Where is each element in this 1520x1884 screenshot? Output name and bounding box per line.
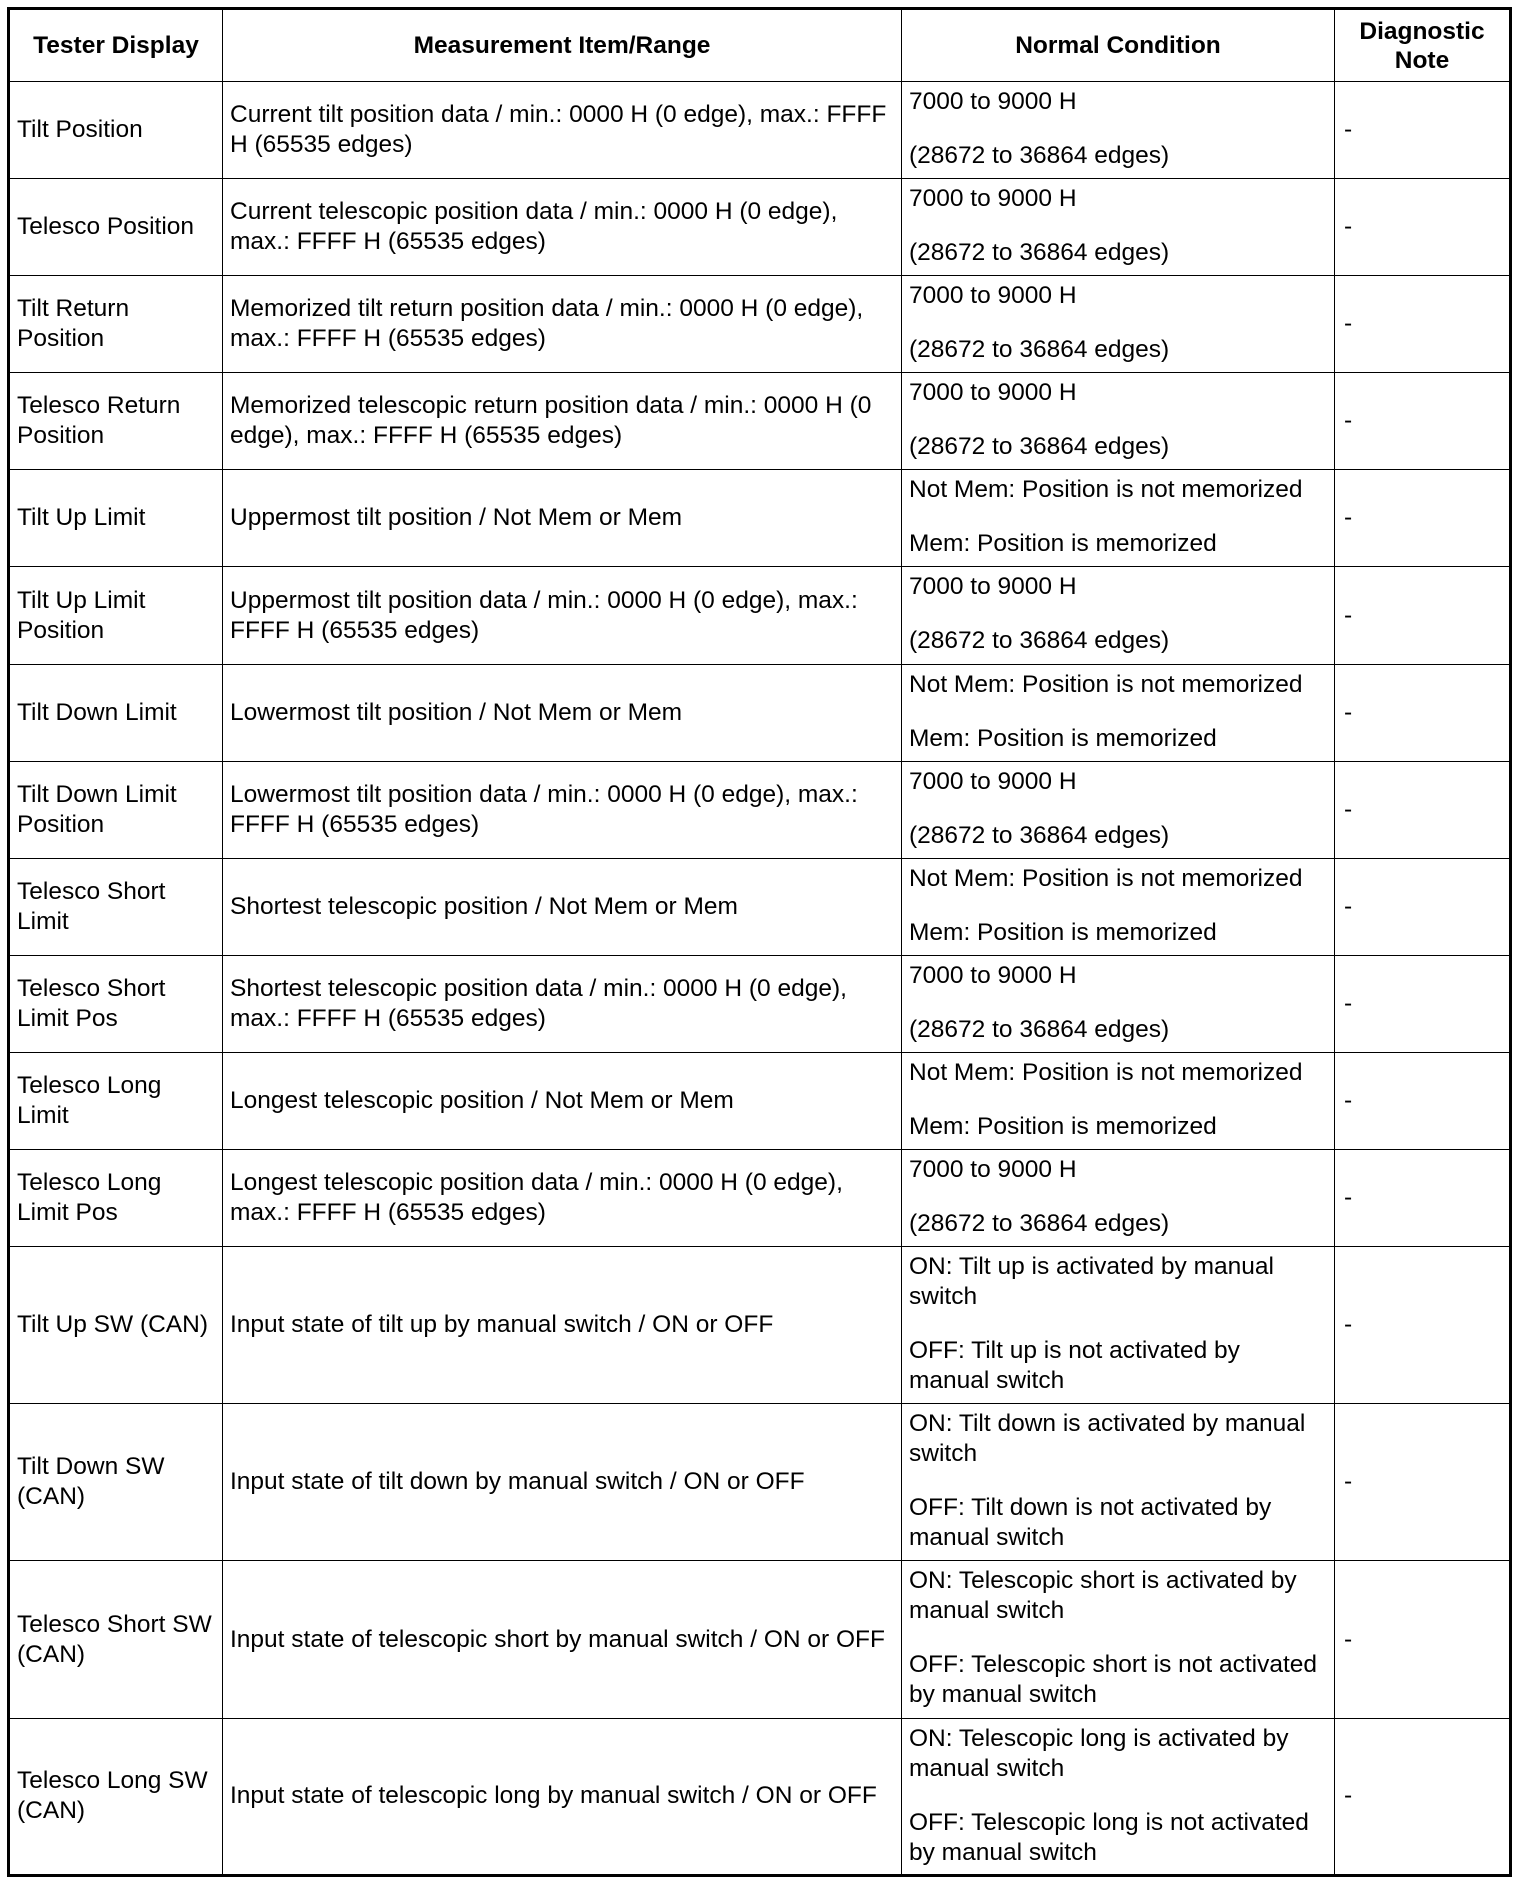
condition-line: ON: Tilt up is activated by manual switch — [909, 1253, 1274, 1311]
cell-diagnostic-note: - — [1335, 1561, 1511, 1718]
table-row — [9, 1561, 1511, 1718]
cell-normal-condition — [902, 373, 1335, 470]
table-row — [9, 82, 1511, 179]
cell-tester-display: Telesco Position — [9, 179, 223, 276]
condition-line: Mem: Position is memorized — [909, 918, 1217, 946]
cell-normal-condition — [902, 761, 1335, 858]
condition-line: Mem: Position is memorized — [909, 530, 1217, 558]
cell-diagnostic-note: - — [1335, 373, 1511, 470]
table-row — [9, 1404, 1511, 1561]
cell-measurement-item-range: Lowermost tilt position data / min.: 0000 H (0 edge), max.: FFFF H (65535 edges) — [223, 761, 902, 858]
cell-normal-condition — [902, 858, 1335, 955]
condition-line: Not Mem: Position is not memorized — [909, 864, 1303, 892]
table-row — [9, 1150, 1511, 1247]
condition-line: (28672 to 36864 edges) — [909, 821, 1170, 849]
table-row — [9, 858, 1511, 955]
condition-line: 7000 to 9000 H — [909, 379, 1077, 407]
cell-tester-display: Telesco Long SW (CAN) — [9, 1718, 223, 1875]
condition-line: OFF: Tilt down is not activated by manual switch — [909, 1494, 1272, 1552]
condition-line: (28672 to 36864 edges) — [909, 1210, 1170, 1238]
cell-diagnostic-note: - — [1335, 1150, 1511, 1247]
table-row — [9, 373, 1511, 470]
condition-line: OFF: Tilt up is not activated by manual switch — [909, 1337, 1240, 1395]
condition-line: 7000 to 9000 H — [909, 88, 1077, 115]
cell-diagnostic-note: - — [1335, 1718, 1511, 1875]
cell-tester-display: Tilt Up Limit — [9, 470, 223, 567]
cell-measurement-item-range: Input state of telescopic short by manual switch / ON or OFF — [223, 1561, 902, 1718]
cell-tester-display: Telesco Short Limit Pos — [9, 955, 223, 1052]
cell-tester-display: Telesco Long Limit — [9, 1052, 223, 1149]
cell-normal-condition — [902, 664, 1335, 761]
condition-line: ON: Telescopic short is activated by manual switch — [909, 1567, 1297, 1625]
cell-tester-display: Tilt Down Limit Position — [9, 761, 223, 858]
cell-tester-display: Tilt Up SW (CAN) — [9, 1247, 223, 1404]
condition-line: OFF: Telescopic long is not activated by manual switch — [909, 1808, 1309, 1866]
condition-line: Not Mem: Position is not memorized — [909, 476, 1303, 504]
data-list-table — [7, 7, 1512, 1877]
cell-tester-display: Tilt Down Limit — [9, 664, 223, 761]
cell-tester-display: Telesco Short SW (CAN) — [9, 1561, 223, 1718]
condition-line: Mem: Position is memorized — [909, 1112, 1217, 1140]
cell-normal-condition — [902, 1718, 1335, 1875]
cell-diagnostic-note: - — [1335, 470, 1511, 567]
header-measurement-item-range: Measurement Item/Range — [223, 9, 902, 82]
condition-line: 7000 to 9000 H — [909, 185, 1077, 213]
cell-normal-condition — [902, 470, 1335, 567]
condition-line: OFF: Telescopic short is not activated by manual switch — [909, 1651, 1318, 1709]
cell-diagnostic-note: - — [1335, 1052, 1511, 1149]
cell-normal-condition — [902, 276, 1335, 373]
cell-tester-display: Telesco Return Position — [9, 373, 223, 470]
table-row — [9, 179, 1511, 276]
header-diagnostic-note: Diagnostic Note — [1335, 9, 1511, 82]
header-tester-display: Tester Display — [9, 9, 223, 82]
table-row — [9, 761, 1511, 858]
cell-normal-condition — [902, 82, 1335, 179]
condition-line: (28672 to 36864 edges) — [909, 627, 1170, 655]
condition-line: (28672 to 36864 edges) — [909, 433, 1170, 461]
cell-diagnostic-note: - — [1335, 664, 1511, 761]
condition-line: (28672 to 36864 edges) — [909, 142, 1170, 169]
header-row — [9, 9, 1511, 82]
cell-tester-display: Telesco Long Limit Pos — [9, 1150, 223, 1247]
cell-normal-condition — [902, 955, 1335, 1052]
cell-normal-condition — [902, 1150, 1335, 1247]
table-row — [9, 276, 1511, 373]
cell-normal-condition — [902, 1561, 1335, 1718]
cell-measurement-item-range: Shortest telescopic position / Not Mem or Mem — [223, 858, 902, 955]
table-row — [9, 1052, 1511, 1149]
table-row — [9, 664, 1511, 761]
condition-line: 7000 to 9000 H — [909, 961, 1077, 989]
condition-line: 7000 to 9000 H — [909, 1156, 1077, 1184]
condition-line: Not Mem: Position is not memorized — [909, 1058, 1303, 1086]
table-row — [9, 955, 1511, 1052]
cell-tester-display: Tilt Up Limit Position — [9, 567, 223, 664]
condition-line: (28672 to 36864 edges) — [909, 1015, 1170, 1043]
table-row — [9, 470, 1511, 567]
condition-line: ON: Telescopic long is activated by manual switch — [909, 1724, 1289, 1782]
cell-tester-display: Tilt Return Position — [9, 276, 223, 373]
cell-normal-condition — [902, 1247, 1335, 1404]
cell-diagnostic-note: - — [1335, 761, 1511, 858]
cell-tester-display: Telesco Short Limit — [9, 858, 223, 955]
condition-line: (28672 to 36864 edges) — [909, 239, 1170, 267]
cell-diagnostic-note: - — [1335, 179, 1511, 276]
cell-measurement-item-range: Longest telescopic position data / min.: 0000 H (0 edge), max.: FFFF H (65535 edges) — [223, 1150, 902, 1247]
cell-measurement-item-range: Uppermost tilt position data / min.: 0000 H (0 edge), max.: FFFF H (65535 edges) — [223, 567, 902, 664]
condition-line: 7000 to 9000 H — [909, 282, 1077, 310]
condition-line: 7000 to 9000 H — [909, 573, 1077, 601]
cell-diagnostic-note: - — [1335, 82, 1511, 179]
table-row — [9, 1718, 1511, 1875]
cell-measurement-item-range: Input state of tilt down by manual switch / ON or OFF — [223, 1404, 902, 1561]
cell-diagnostic-note: - — [1335, 276, 1511, 373]
condition-line: (28672 to 36864 edges) — [909, 336, 1170, 364]
cell-measurement-item-range: Uppermost tilt position / Not Mem or Mem — [223, 470, 902, 567]
header-normal-condition: Normal Condition — [902, 9, 1335, 82]
cell-measurement-item-range: Lowermost tilt position / Not Mem or Mem — [223, 664, 902, 761]
table-row — [9, 1247, 1511, 1404]
cell-diagnostic-note: - — [1335, 858, 1511, 955]
condition-line: Not Mem: Position is not memorized — [909, 670, 1303, 698]
table-row — [9, 567, 1511, 664]
cell-diagnostic-note: - — [1335, 567, 1511, 664]
condition-line: ON: Tilt down is activated by manual switch — [909, 1410, 1306, 1468]
cell-measurement-item-range: Memorized tilt return position data / min.: 0000 H (0 edge), max.: FFFF H (65535 edges) — [223, 276, 902, 373]
condition-line: 7000 to 9000 H — [909, 767, 1077, 795]
cell-measurement-item-range: Current telescopic position data / min.: 0000 H (0 edge), max.: FFFF H (65535 edges) — [223, 179, 902, 276]
cell-measurement-item-range: Memorized telescopic return position data / min.: 0000 H (0 edge), max.: FFFF H (65535 edges) — [223, 373, 902, 470]
cell-diagnostic-note: - — [1335, 1247, 1511, 1404]
cell-diagnostic-note: - — [1335, 1404, 1511, 1561]
cell-normal-condition — [902, 567, 1335, 664]
cell-measurement-item-range: Input state of telescopic long by manual switch / ON or OFF — [223, 1718, 902, 1875]
cell-measurement-item-range: Current tilt position data / min.: 0000 H (0 edge), max.: FFFF H (65535 edges) — [223, 82, 902, 179]
condition-line: Mem: Position is memorized — [909, 724, 1217, 752]
cell-measurement-item-range: Longest telescopic position / Not Mem or Mem — [223, 1052, 902, 1149]
cell-normal-condition — [902, 1404, 1335, 1561]
cell-tester-display: Tilt Down SW (CAN) — [9, 1404, 223, 1561]
cell-measurement-item-range: Input state of tilt up by manual switch / ON or OFF — [223, 1247, 902, 1404]
cell-diagnostic-note: - — [1335, 955, 1511, 1052]
cell-tester-display: Tilt Position — [9, 82, 223, 179]
cell-normal-condition — [902, 1052, 1335, 1149]
cell-measurement-item-range: Shortest telescopic position data / min.: 0000 H (0 edge), max.: FFFF H (65535 edges) — [223, 955, 902, 1052]
cell-normal-condition — [902, 179, 1335, 276]
table-body — [9, 82, 1511, 1876]
